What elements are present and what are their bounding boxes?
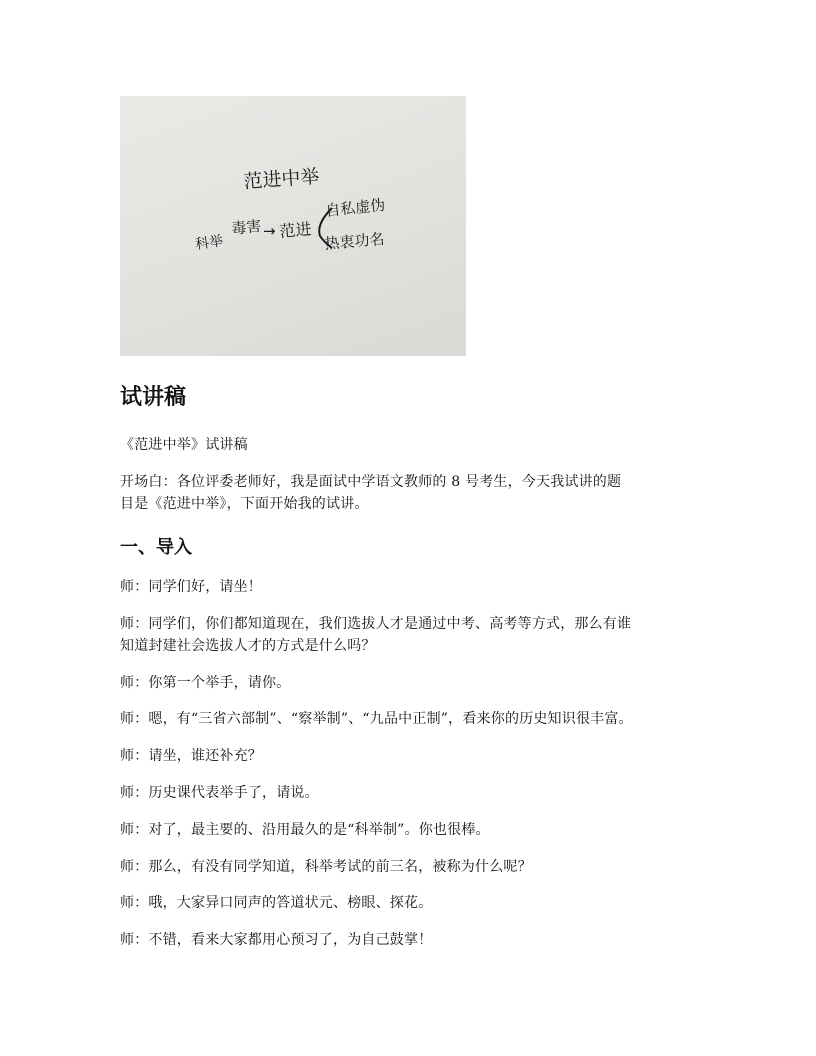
dialogue-line: 知道封建社会选拔人才的方式是什么吗？	[120, 638, 376, 654]
page-title: 试讲稿	[120, 385, 187, 410]
dialogue-line: 师：不错，看来大家都用心预习了，为自己鼓掌！	[120, 932, 433, 948]
mindmap-center-word: 范进	[278, 219, 313, 241]
dialogue-line: 师：同学们，你们都知道现在，我们选拔人才是通过中考、高考等方式，那么有谁	[120, 616, 632, 632]
dialogue-line: 师：同学们好，请坐！	[120, 579, 262, 595]
dialogue-line: 师：请坐，谁还补充？	[120, 748, 262, 764]
dialogue-line: 师：你第一个举手，请你。	[120, 675, 291, 691]
opening-line-2: 目是《范进中举》，下面开始我的试讲。	[120, 496, 369, 512]
mindmap-title: 范进中举	[242, 165, 321, 193]
doc-subtitle: 《范进中举》试讲稿	[120, 437, 248, 453]
handwritten-mindmap-photo	[120, 96, 466, 356]
dialogue-line: 师：嗯，有“三省六部制”、“察举制”、“九品中正制”，看来你的历史知识很丰富。	[120, 711, 633, 727]
dialogue-line: 师：那么，有没有同学知道，科举考试的前三名，被称为什么呢？	[120, 859, 532, 875]
mindmap-middle-word: 毒害	[230, 216, 263, 238]
opening-line-1: 开场白：各位评委老师好，我是面试中学语文教师的 8 号考生，今天我试讲的题	[120, 474, 622, 490]
mindmap-left-word: 科举	[194, 233, 225, 253]
dialogue-line: 师：历史课代表举手了，请说。	[120, 785, 319, 801]
mindmap-branch-top: 自私虚伪	[324, 195, 387, 220]
dialogue-line: 师：对了，最主要的、沿用最久的是“科举制”。你也很棒。	[120, 822, 490, 838]
mindmap-branch-bottom: 热衷功名	[323, 229, 386, 253]
section-title: 一、导入	[120, 537, 192, 558]
mindmap-drawing	[120, 96, 466, 356]
dialogue-line: 师：哦，大家异口同声的答道状元、榜眼、探花。	[120, 895, 433, 911]
mindmap-arrow: →	[263, 222, 276, 240]
